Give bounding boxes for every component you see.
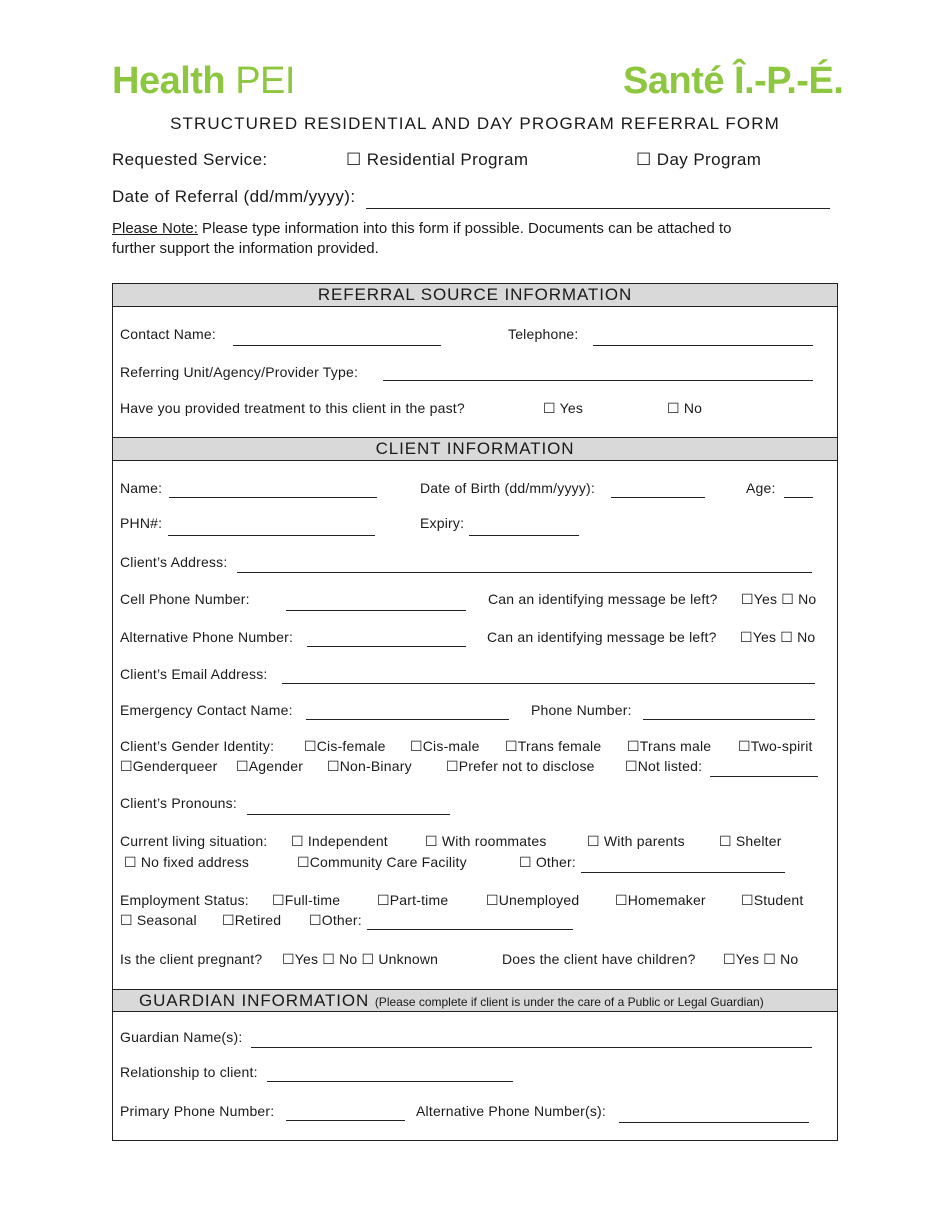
- please-note-text-2: further support the information provided.: [112, 240, 379, 257]
- employment-seasonal[interactable]: ☐ Seasonal: [120, 912, 197, 928]
- employment-other[interactable]: ☐Other:: [309, 912, 362, 928]
- employment-status-label: Employment Status:: [120, 892, 249, 908]
- pronouns-field[interactable]: [247, 814, 450, 815]
- date-of-referral-field[interactable]: [366, 208, 830, 209]
- employment-other-field[interactable]: [367, 929, 573, 930]
- alt-phone-label: Alternative Phone Number:: [120, 629, 294, 645]
- treatment-no-checkbox[interactable]: ☐ No: [667, 400, 703, 416]
- address-label: Client’s Address:: [120, 554, 228, 570]
- gender-trans-male[interactable]: ☐Trans male: [627, 738, 712, 754]
- employment-student[interactable]: ☐Student: [741, 892, 804, 908]
- guardian-information-heading: [113, 989, 837, 1012]
- children-options[interactable]: ☐Yes ☐ No: [723, 951, 799, 967]
- cell-phone-label: Cell Phone Number:: [120, 591, 250, 607]
- living-situation-label: Current living situation:: [120, 833, 268, 849]
- name-field[interactable]: [169, 497, 377, 498]
- gender-trans-female[interactable]: ☐Trans female: [505, 738, 602, 754]
- guardian-heading-title: GUARDIAN INFORMATION: [139, 991, 370, 1010]
- gender-prefer-not[interactable]: ☐Prefer not to disclose: [446, 758, 595, 774]
- contact-name-label: Contact Name:: [120, 326, 216, 342]
- living-no-fixed-address[interactable]: ☐ No fixed address: [124, 854, 250, 870]
- pronouns-label: Client’s Pronouns:: [120, 795, 237, 811]
- living-roommates[interactable]: ☐ With roommates: [425, 833, 547, 849]
- gender-agender[interactable]: ☐Agender: [236, 758, 304, 774]
- cell-phone-field[interactable]: [286, 610, 466, 611]
- emergency-contact-label: Emergency Contact Name:: [120, 702, 293, 718]
- email-label: Client’s Email Address:: [120, 666, 268, 682]
- cell-message-yes-no[interactable]: ☐Yes ☐ No: [741, 591, 817, 607]
- residential-program-checkbox[interactable]: ☐ Residential Program: [346, 150, 529, 169]
- date-of-referral-label: Date of Referral (dd/mm/yyyy):: [112, 187, 356, 206]
- gender-cis-male[interactable]: ☐Cis-male: [410, 738, 480, 754]
- primary-phone-field[interactable]: [286, 1120, 405, 1121]
- employment-retired[interactable]: ☐Retired: [222, 912, 282, 928]
- please-note-text: Please type information into this form if possible. Documents can be attached to: [197, 220, 732, 237]
- living-other[interactable]: ☐ Other:: [519, 854, 576, 870]
- primary-phone-label: Primary Phone Number:: [120, 1103, 275, 1119]
- email-field[interactable]: [282, 683, 815, 684]
- guardian-names-field[interactable]: [251, 1047, 812, 1048]
- phn-label: PHN#:: [120, 515, 163, 531]
- treatment-question: Have you provided treatment to this client in the past?: [120, 400, 465, 416]
- phone-number-field[interactable]: [643, 719, 815, 720]
- health-pei-logo: [112, 60, 295, 103]
- age-field[interactable]: [784, 497, 813, 498]
- gender-non-binary[interactable]: ☐Non-Binary: [327, 758, 412, 774]
- alternative-phone-field[interactable]: [619, 1122, 809, 1123]
- alt-message-yes-no[interactable]: ☐Yes ☐ No: [740, 629, 816, 645]
- gender-genderqueer[interactable]: ☐Genderqueer: [120, 758, 218, 774]
- logo-pei: PEI: [235, 60, 295, 102]
- employment-homemaker[interactable]: ☐Homemaker: [615, 892, 706, 908]
- alt-phone-field[interactable]: [307, 646, 466, 647]
- form-title: STRUCTURED RESIDENTIAL AND DAY PROGRAM REFERRAL FORM: [170, 114, 780, 133]
- referring-unit-label: Referring Unit/Agency/Provider Type:: [120, 364, 359, 380]
- guardian-names-label: Guardian Name(s):: [120, 1029, 243, 1045]
- please-note: [112, 220, 732, 237]
- employment-unemployed[interactable]: ☐Unemployed: [486, 892, 580, 908]
- phone-number-label: Phone Number:: [531, 702, 632, 718]
- referral-source-heading: REFERRAL SOURCE INFORMATION: [113, 283, 837, 307]
- phn-field[interactable]: [168, 535, 375, 536]
- treatment-yes-checkbox[interactable]: ☐ Yes: [543, 400, 584, 416]
- client-information-heading: CLIENT INFORMATION: [113, 437, 837, 461]
- children-question: Does the client have children?: [502, 951, 696, 967]
- emergency-contact-field[interactable]: [306, 719, 509, 720]
- dob-field[interactable]: [611, 497, 705, 498]
- living-parents[interactable]: ☐ With parents: [587, 833, 685, 849]
- relationship-field[interactable]: [267, 1081, 513, 1082]
- dob-label: Date of Birth (dd/mm/yyyy):: [420, 480, 595, 496]
- name-label: Name:: [120, 480, 163, 496]
- contact-name-field[interactable]: [233, 345, 441, 346]
- living-shelter[interactable]: ☐ Shelter: [719, 833, 782, 849]
- gender-cis-female[interactable]: ☐Cis-female: [304, 738, 386, 754]
- employment-part-time[interactable]: ☐Part-time: [377, 892, 449, 908]
- gender-not-listed[interactable]: ☐Not listed:: [625, 758, 703, 774]
- please-note-label: Please Note:: [112, 220, 198, 237]
- relationship-label: Relationship to client:: [120, 1064, 258, 1080]
- pregnant-question: Is the client pregnant?: [120, 951, 263, 967]
- pregnant-options[interactable]: ☐Yes ☐ No ☐ Unknown: [282, 951, 439, 967]
- telephone-label: Telephone:: [508, 326, 579, 342]
- sante-ipe-logo: Santé Î.-P.-É.: [623, 60, 844, 102]
- referring-unit-field[interactable]: [383, 380, 813, 381]
- telephone-field[interactable]: [593, 345, 813, 346]
- guardian-heading-note: (Please complete if client is under the care of a Public or Legal Guardian): [374, 995, 764, 1009]
- living-other-field[interactable]: [581, 872, 785, 873]
- alt-message-question: Can an identifying message be left?: [487, 629, 717, 645]
- day-program-checkbox[interactable]: ☐ Day Program: [636, 150, 762, 169]
- living-community-care[interactable]: ☐Community Care Facility: [297, 854, 467, 870]
- requested-service-label: Requested Service:: [112, 150, 268, 169]
- living-independent[interactable]: ☐ Independent: [291, 833, 388, 849]
- gender-not-listed-field[interactable]: [710, 776, 818, 777]
- gender-two-spirit[interactable]: ☐Two-spirit: [738, 738, 813, 754]
- employment-full-time[interactable]: ☐Full-time: [272, 892, 341, 908]
- logo-health: Health: [112, 60, 226, 102]
- cell-message-question: Can an identifying message be left?: [488, 591, 718, 607]
- address-field[interactable]: [237, 572, 812, 573]
- expiry-label: Expiry:: [420, 515, 465, 531]
- gender-identity-label: Client’s Gender Identity:: [120, 738, 275, 754]
- alternative-phone-label: Alternative Phone Number(s):: [416, 1103, 607, 1119]
- expiry-field[interactable]: [469, 535, 579, 536]
- age-label: Age:: [746, 480, 776, 496]
